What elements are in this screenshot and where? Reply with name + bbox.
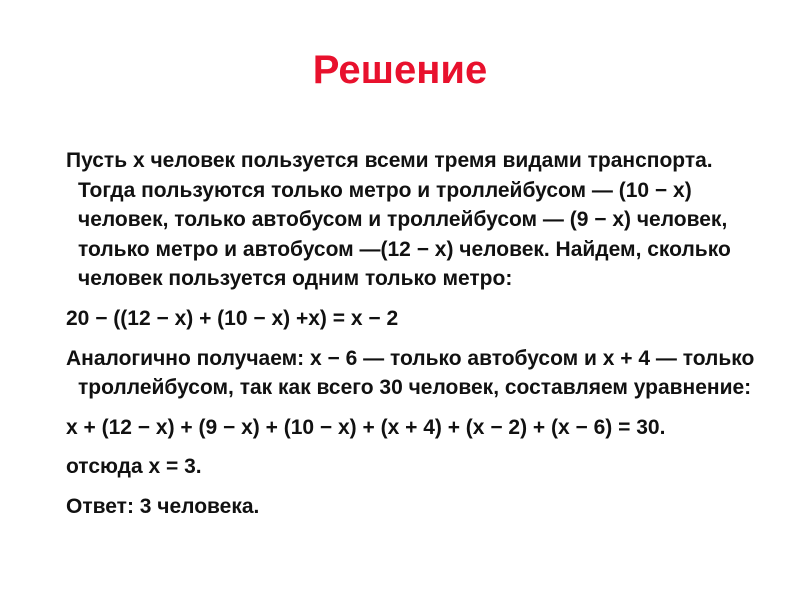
total-equation: х + (12 − х) + (9 − х) + (10 − х) + (х + 4) + (х − 2) + (х − 6) = 30. [66, 415, 666, 439]
result-line: отсюда х = 3. [66, 455, 202, 479]
metro-only-equation: 20 − ((12 − х) + (10 − х) +х) = х − 2 [66, 306, 399, 330]
analogous-paragraph: Аналогично получаем: х − 6 — только автобусом и х + 4 — только троллейбусом, так как всего 30 человек, составляем уравнение: [66, 346, 755, 400]
solution-paragraph: Пусть х человек пользуется всеми тремя видами транспорта. Тогда пользуются только метро и троллейбусом — (10 − х) человек, только автобусом и троллейбусом — (9 − х) человек, только метро и автобусом —(12 − х) человек. Найдем, сколько человек пользуется одним только метро: [66, 149, 731, 291]
solution-body [66, 146, 756, 522]
answer-line: Ответ: 3 человека. [66, 494, 260, 518]
slide-title: Решение [312, 48, 488, 92]
